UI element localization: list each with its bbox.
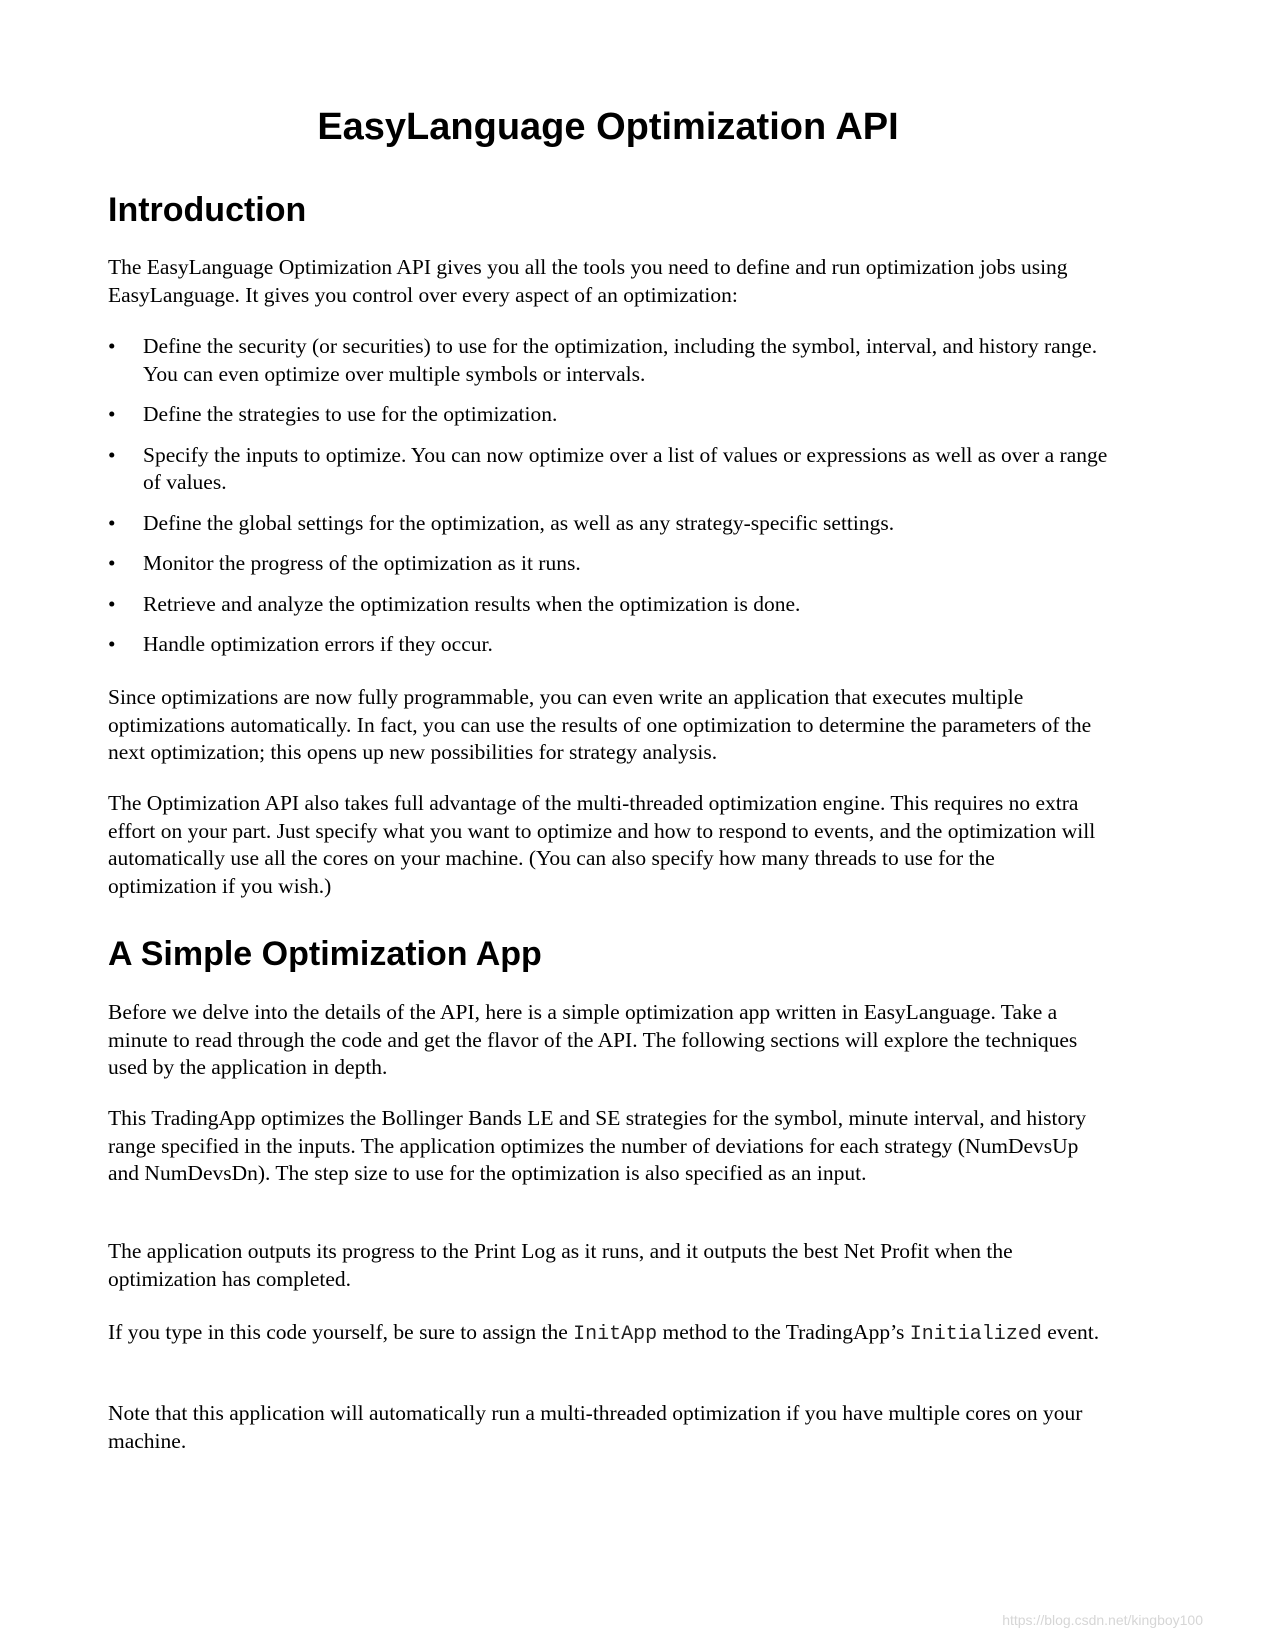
bullet-item: • Retrieve and analyze the optimization results when the optimization is done.: [108, 591, 1108, 619]
code-initialized: Initialized: [909, 1323, 1042, 1346]
document-title: EasyLanguage Optimization API: [317, 106, 899, 148]
bullet-item: • Specify the inputs to optimize. You can now optimize over a list of values or expressions as well as over a range of values.: [108, 442, 1108, 494]
section-heading-introduction: Introduction: [108, 191, 307, 229]
bullet-icon: •: [108, 551, 116, 575]
multithread-note: Note that this application will automatically run a multi-threaded optimization if you have multiple cores on your machine.: [108, 1401, 1083, 1453]
body-paragraph: This TradingApp optimizes the Bollinger Bands LE and SE strategies for the symbol, minute interval, and history range specified in the inputs. The application optimizes the number of deviations for each strategy (NumDevsUp and NumDevsDn). The step size to use for the optimization is also specified as an input.: [108, 1106, 1087, 1185]
bullet-item: • Monitor the progress of the optimization as it runs.: [108, 550, 1108, 578]
bullet-icon: •: [108, 591, 116, 616]
watermark: https://blog.csdn.net/kingboy100: [1002, 1612, 1203, 1628]
section-heading-simple-app: A Simple Optimization App: [108, 935, 542, 973]
bullet-item: • Define the global settings for the optimization, as well as any strategy-specific settings.: [108, 510, 1108, 538]
bullet-icon: •: [108, 402, 116, 426]
code-initapp: InitApp: [573, 1323, 658, 1346]
assign-event-note: If you type in this code yourself, be sure to assign the InitApp method to the TradingApp’s Initialized event.: [108, 1320, 1100, 1346]
bullet-icon: •: [108, 510, 116, 535]
intro-paragraph: The EasyLanguage Optimization API gives you all the tools you need to define and run optimization jobs using EasyLanguage. It gives you control over every aspect of an optimization:: [108, 255, 1068, 307]
bullet-icon: •: [108, 334, 116, 358]
body-paragraph: The Optimization API also takes full advantage of the multi-threaded optimization engine. This requires no extra effort on your part. Just specify what you want to optimize and how to respond to events, and the optimization will automatically use all the cores on your machine. (You can also specify how many threads to use for the optimization if you wish.): [108, 791, 1096, 898]
body-paragraph: Since optimizations are now fully programmable, you can even write an application that executes multiple optimizations automatically. In fact, you can use the results of one optimization to determine the parameters of the next optimization; this opens up new possibilities for strategy analysis.: [108, 685, 1092, 764]
bullet-item: • Define the security (or securities) to use for the optimization, including the symbol, interval, and history range. You can even optimize over multiple symbols or intervals.: [108, 334, 1098, 386]
body-paragraph: The application outputs its progress to the Print Log as it runs, and it outputs the best Net Profit when the optimization has completed.: [108, 1239, 1013, 1291]
feature-bullet-list: [108, 333, 1108, 672]
bullet-item: • Define the strategies to use for the optimization.: [108, 401, 1108, 429]
bullet-item: • Handle optimization errors if they occur.: [108, 631, 1108, 659]
bullet-icon: •: [108, 632, 116, 656]
body-paragraph: Before we delve into the details of the API, here is a simple optimization app written in EasyLanguage. Take a minute to read through the code and get the flavor of the API. The following sections will explore the techniques used by the application in depth.: [108, 1000, 1078, 1079]
bullet-icon: •: [108, 442, 116, 467]
